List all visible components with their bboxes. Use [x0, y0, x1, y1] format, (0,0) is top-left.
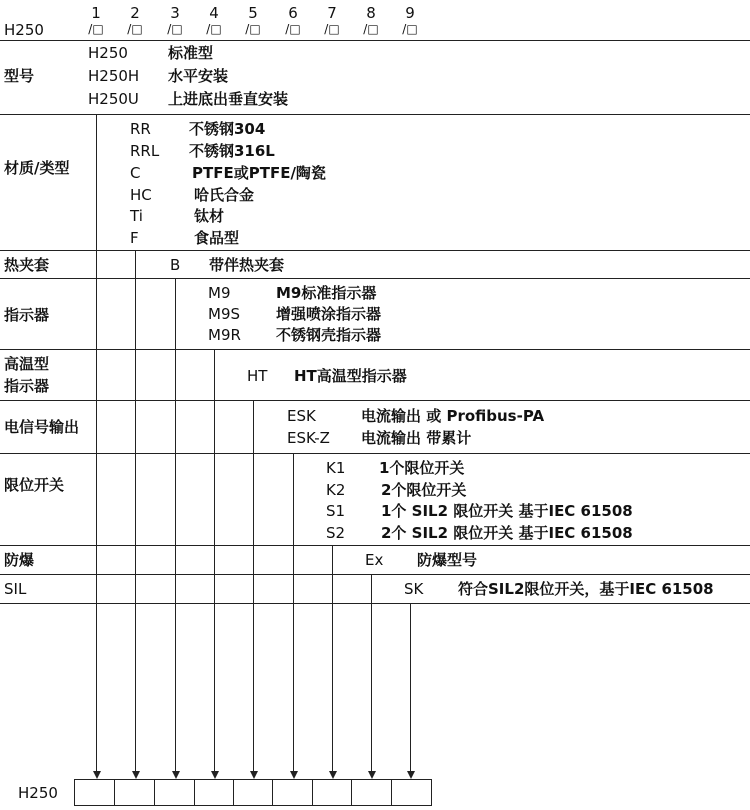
option-code: HC: [130, 186, 152, 204]
leader-line-9: [410, 603, 411, 774]
section-label-signal: 电信号输出: [4, 418, 80, 436]
option-code: S1: [326, 502, 346, 520]
position-slot: /□: [363, 22, 379, 36]
option-desc: HT高温型指示器: [294, 367, 407, 385]
position-number: 1: [91, 4, 101, 22]
row-divider: [0, 278, 750, 279]
option-code: M9S: [208, 305, 241, 323]
row-divider: [0, 453, 750, 454]
row-divider: [0, 545, 750, 546]
option-code: H250: [88, 44, 128, 62]
row-divider: [0, 114, 750, 115]
position-number: 3: [170, 4, 180, 22]
option-code: S2: [326, 524, 346, 542]
position-number: 2: [130, 4, 140, 22]
section-label-sil: SIL: [4, 580, 27, 598]
leader-line-3: [175, 278, 176, 774]
arrow-down-icon: [172, 771, 180, 779]
position-number: 5: [248, 4, 258, 22]
section-label-heating: 热夹套: [4, 256, 50, 274]
leader-line-6: [293, 453, 294, 774]
row-divider: [0, 400, 750, 401]
row-divider: [0, 603, 750, 604]
arrow-down-icon: [407, 771, 415, 779]
row-divider: [0, 40, 750, 41]
leader-line-5: [253, 400, 254, 774]
option-desc: 符合SIL2限位开关，基于IEC 61508: [458, 580, 714, 598]
option-code: C: [130, 164, 141, 182]
option-desc: 标准型: [168, 44, 214, 62]
code-box-9: [391, 779, 432, 806]
position-number: 8: [366, 4, 376, 22]
arrow-down-icon: [368, 771, 376, 779]
position-slot: /□: [285, 22, 301, 36]
option-desc: 不锈钢316L: [189, 142, 275, 160]
position-slot: /□: [206, 22, 222, 36]
arrow-down-icon: [132, 771, 140, 779]
position-slot: /□: [324, 22, 340, 36]
option-code: K2: [326, 481, 346, 499]
option-code: ESK: [287, 407, 316, 425]
code-box-7: [312, 779, 352, 806]
option-code: SK: [404, 580, 424, 598]
option-desc: 水平安装: [168, 67, 229, 85]
option-code: Ti: [130, 207, 143, 225]
leader-line-7: [332, 545, 333, 774]
section-label-model: 型号: [4, 67, 35, 85]
code-box-4: [194, 779, 234, 806]
code-box-5: [233, 779, 273, 806]
leader-line-1: [96, 114, 97, 774]
header-model-prefix: H250: [4, 21, 44, 39]
position-number: 6: [288, 4, 298, 22]
leader-line-2: [135, 250, 136, 774]
section-label-high-temp: 高温型: [4, 355, 50, 373]
option-code: B: [170, 256, 181, 274]
position-slot: /□: [402, 22, 418, 36]
section-label-indicator: 指示器: [4, 306, 50, 324]
arrow-down-icon: [290, 771, 298, 779]
option-desc: 钛材: [194, 207, 225, 225]
option-desc: 上进底出垂直安装: [168, 90, 289, 108]
footer-model-prefix: H250: [18, 784, 58, 802]
position-number: 4: [209, 4, 219, 22]
option-desc: 1个 SIL2 限位开关 基于IEC 61508: [381, 502, 633, 520]
section-label-explosion: 防爆: [4, 551, 35, 569]
code-box-6: [272, 779, 313, 806]
option-desc: 增强喷涂指示器: [276, 305, 382, 323]
position-slot: /□: [127, 22, 143, 36]
code-box-1: [74, 779, 115, 806]
option-code: F: [130, 229, 139, 247]
option-code: Ex: [365, 551, 384, 569]
position-number: 7: [327, 4, 337, 22]
option-desc: 不锈钢304: [189, 120, 266, 138]
position-slot: /□: [167, 22, 183, 36]
code-box-3: [154, 779, 195, 806]
option-desc: PTFE或PTFE/陶瓷: [192, 164, 326, 182]
option-code: H250H: [88, 67, 140, 85]
option-code: M9: [208, 284, 231, 302]
option-code: RR: [130, 120, 151, 138]
code-box-8: [351, 779, 392, 806]
option-desc: 带伴热夹套: [209, 256, 285, 274]
leader-line-8: [371, 574, 372, 774]
option-desc: 食品型: [194, 229, 240, 247]
option-code: K1: [326, 459, 346, 477]
option-desc: 电流输出 带累计: [361, 429, 472, 447]
row-divider: [0, 250, 750, 251]
row-divider: [0, 574, 750, 575]
option-desc: 防爆型号: [417, 551, 478, 569]
position-slot: /□: [88, 22, 104, 36]
arrow-down-icon: [93, 771, 101, 779]
option-desc: 不锈钢壳指示器: [276, 326, 382, 344]
option-code: ESK-Z: [287, 429, 330, 447]
row-divider: [0, 349, 750, 350]
arrow-down-icon: [250, 771, 258, 779]
arrow-down-icon: [211, 771, 219, 779]
option-desc: 电流输出 或 Profibus-PA: [361, 407, 545, 425]
option-desc: 哈氏合金: [194, 186, 255, 204]
position-slot: /□: [245, 22, 261, 36]
option-desc: M9标准指示器: [276, 284, 377, 302]
leader-line-4: [214, 349, 215, 774]
section-label-high-temp-line2: 指示器: [4, 377, 50, 395]
code-box-2: [114, 779, 155, 806]
option-code: RRL: [130, 142, 160, 160]
option-desc: 2个 SIL2 限位开关 基于IEC 61508: [381, 524, 633, 542]
option-code: M9R: [208, 326, 241, 344]
section-label-limit: 限位开关: [4, 476, 65, 494]
option-code: H250U: [88, 90, 139, 108]
position-number: 9: [405, 4, 415, 22]
option-desc: 2个限位开关: [381, 481, 467, 499]
section-label-material: 材质/类型: [4, 159, 70, 177]
option-desc: 1个限位开关: [379, 459, 465, 477]
arrow-down-icon: [329, 771, 337, 779]
option-code: HT: [247, 367, 268, 385]
